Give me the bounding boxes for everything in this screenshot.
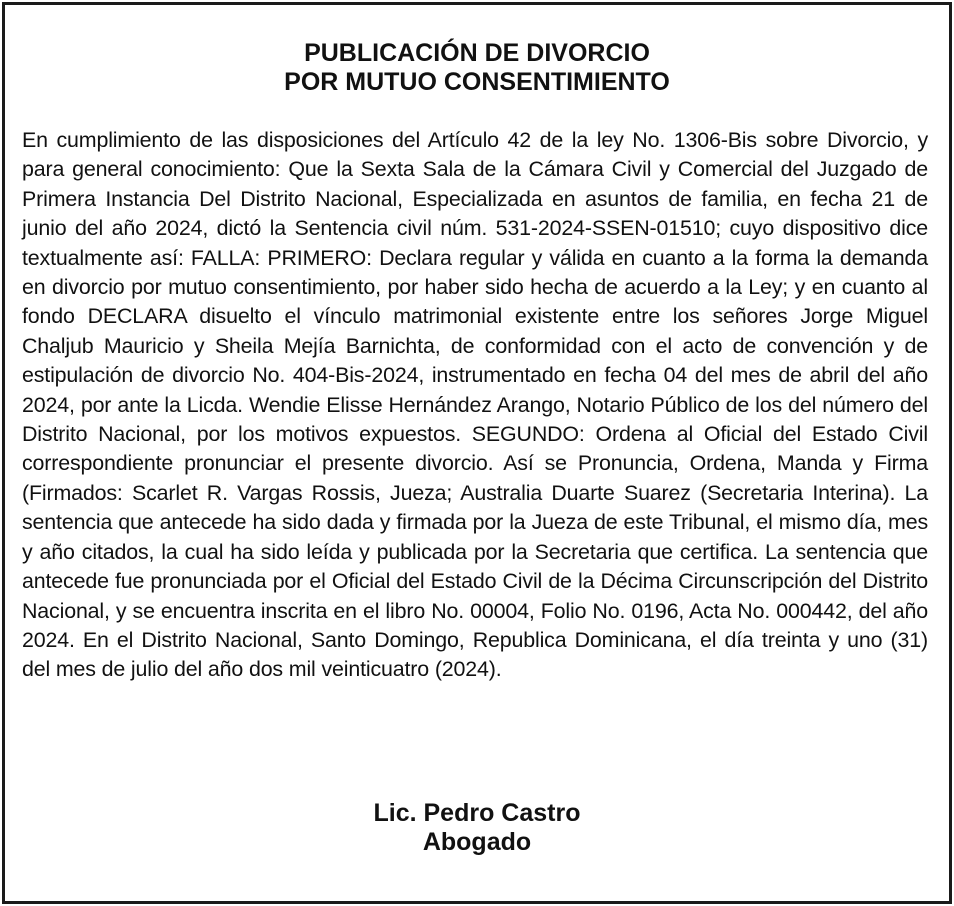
title-line-1: PUBLICACIÓN DE DIVORCIO [304,39,650,67]
title-line-2: POR MUTUO CONSENTIMIENTO [284,68,670,96]
signer-role: Abogado [422,828,532,856]
signer-name: Lic. Pedro Castro [373,799,581,827]
notice-body: En cumplimiento de las disposiciones del Artículo 42 de la ley No. 1306-Bis sobre Divorcio, y para general conocimiento: Que la Sexta Sala de la Cámara Civil y Comercial del Juzgado de Primera Instancia Del Distrito Nacional, Especializada en asuntos de familia, en fecha 21 de junio del año 2024, dictó la Sentencia civil núm. 531-2024-SSEN-01510; cuyo dispositivo dice textualmente así: FALLA: PRIMERO: Declara regular y válida en cuanto a la forma la demanda en divorcio por mutuo consentimiento, por haber sido hecha de acuerdo a la Ley; y en cuanto al fondo DECLARA disuelto el vínculo matrimonial existente entre los señores Jorge Miguel Chaljub Mauricio y Sheila Mejía Barnichta, de conformidad con el acto de convención y de estipulación de divorcio No. 404-Bis-2024, instrumentado en fecha 04 del mes de abril del año 2024, por ante la Licda. Wendie Elisse Hernández Arango, Notario Público de los del número del Distrito Nacional, por los motivos expuestos. SEGUNDO: Ordena al Oficial del Estado Civil correspondiente pronunciar el presente divorcio. Así se Pronuncia, Ordena, Manda y Firma (Firmados: Scarlet R. Vargas Rossis, Jueza; Australia Duarte Suarez (Secretaria Interina). La sentencia que antecede ha sido dada y firmada por la Jueza de este Tribunal, el mismo día, mes y año citados, la cual ha sido leída y publicada por la Secretaria que certifica. La sentencia que antecede fue pronunciada por el Oficial del Estado Civil de la Décima Circunscripción del Distrito Nacional, y se encuentra inscrita en el libro No. 00004, Folio No. 0196, Acta No. 000442, del año 2024. En el Distrito Nacional, Santo Domingo, Republica Dominicana, el día treinta y uno (31) del mes de julio del año dos mil veinticuatro (2024). [22,128,928,682]
notice-title [5,39,949,97]
signature-block [5,799,949,857]
notice-frame [2,2,952,904]
